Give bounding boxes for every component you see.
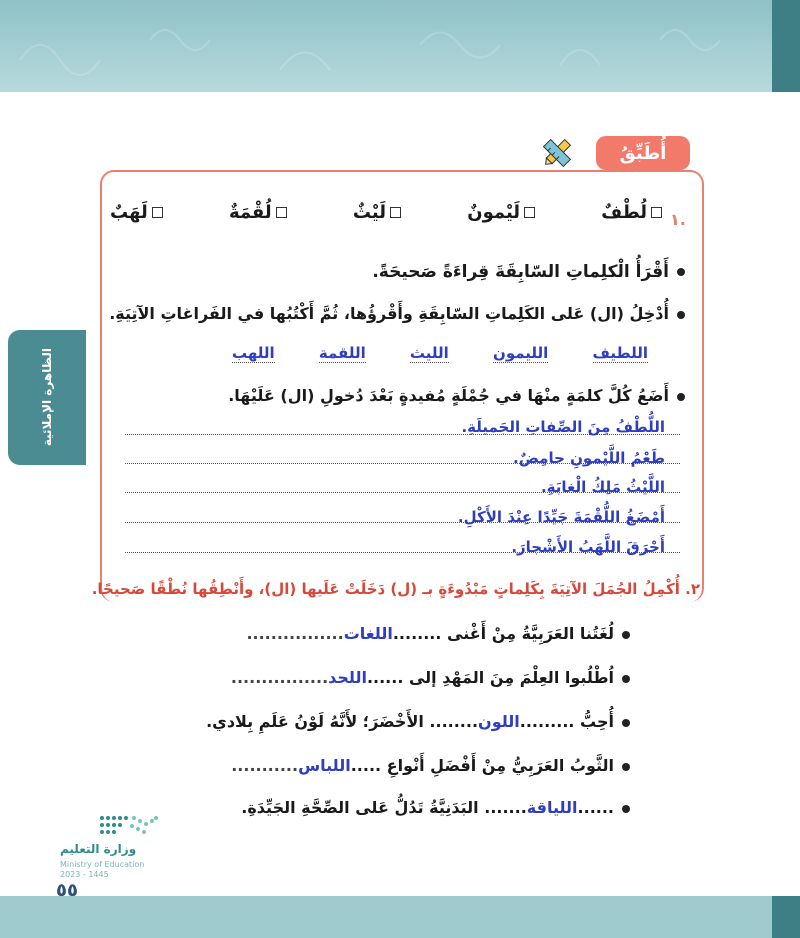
- q2-item-2: اُطْلُبوا العِلْمَ مِنَ المَهْدِ إلى ......اللحد................: [231, 668, 630, 687]
- answer-field[interactable]: الليث: [409, 344, 449, 362]
- checkbox[interactable]: [152, 207, 163, 218]
- bullet-icon: [622, 805, 630, 813]
- sentence-answer: أَمْضَغُ اللُّقْمَةَ جَيِّدًا عِنْدَ الأَكْلِ.: [457, 508, 665, 526]
- answer-field[interactable]: اللطيف: [592, 344, 648, 362]
- q2-answer[interactable]: اللون: [478, 712, 520, 731]
- side-tab-label: الظاهرة الإملائية: [40, 348, 54, 447]
- instruction-2: أُدْخِلُ (ال) عَلى الكَلِماتِ السّابِقَةِ وأَقْرؤُها، ثُمَّ أَكْتُبُها في الفَراغاتِ الآتِيَةِ.: [109, 304, 685, 323]
- sentence-answer: اللُّطْفُ مِنَ الصِّفاتِ الجَميلَةِ.: [461, 418, 665, 436]
- q2-item-5: ......اللياقة....... البَدَنِيَّةُ تَدُلُّ عَلى الصِّحَّةِ الجَيِّدَةِ.: [241, 798, 630, 817]
- word-2: لَيْمونٌ: [467, 202, 535, 223]
- ministry-name: وزارة التعليم: [60, 842, 137, 856]
- bullet-icon: [677, 311, 685, 319]
- bullet-icon: [622, 675, 630, 683]
- q2-answer[interactable]: اللياقة: [526, 798, 578, 817]
- question-1-number: ١.: [670, 210, 686, 229]
- checkbox[interactable]: [651, 207, 662, 218]
- answer-field[interactable]: اللهب: [232, 344, 275, 362]
- instruction-1: أَقْرَأُ الْكلِماتِ السّابِقَةَ قِراءَةً صَحيحَةً.: [372, 262, 685, 282]
- word-5: لَهَبٌ: [110, 202, 163, 223]
- bullet-icon: [677, 393, 685, 401]
- word-4: لُقْمَةٌ: [229, 202, 287, 223]
- header-pattern: [0, 0, 772, 92]
- bullet-icon: [622, 719, 630, 727]
- word-list: [110, 202, 662, 223]
- sentence-answer: اللَّيْثُ مَلِكُ الْغابَةِ.: [540, 478, 665, 496]
- edition-year: 2023 - 1445: [60, 870, 109, 879]
- q2-item-1: لُغَتُنا العَرَبِيَّةُ مِنْ أَغْنى ........اللغات................: [246, 624, 630, 643]
- footer-band: [0, 896, 800, 938]
- bullet-icon: [677, 268, 685, 276]
- bullet-icon: [622, 631, 630, 639]
- checkbox[interactable]: [524, 207, 535, 218]
- ministry-logo-icon: [98, 812, 160, 838]
- word-3: لَيْثٌ: [353, 202, 401, 223]
- page-number: ٥٥: [56, 880, 78, 901]
- instruction-3: أَضَعُ كُلَّ كلمَةٍ منْهَا في جُمْلَةٍ مُفيدةٍ بَعْدَ دُخولِ (ال) عَلَيْهَا.: [228, 386, 685, 405]
- q2-answer[interactable]: اللحد: [328, 668, 367, 687]
- bullet-icon: [622, 763, 630, 771]
- sentence-answer: طَعْمُ اللَّيْمونِ حامِضٌ.: [513, 449, 665, 467]
- q2-answer[interactable]: اللغات: [343, 624, 393, 643]
- word-1: لُطْفٌ: [601, 202, 662, 223]
- pencil-ruler-icon: [540, 136, 574, 170]
- answer-field[interactable]: اللقمة: [318, 344, 366, 362]
- checkbox[interactable]: [276, 207, 287, 218]
- ministry-name-en: Ministry of Education: [60, 860, 145, 869]
- answer-field[interactable]: الليمون: [493, 344, 549, 362]
- question-2-instruction: ٢. أُكْمِلُ الجُمَلَ الآتِيَةَ بِكَلِماتٍ مَبْدُوءَةٍ بـ (ل) دَخَلَتْ عَلَيها (ال)، وأَنْطِقُها نُطْقًا صَحيحًا.: [91, 580, 700, 598]
- practice-tab: أُطَبِّقُ: [596, 136, 690, 170]
- sentence-answer: أَحْرَقَ اللَّهَبُ الأَشْجارَ.: [511, 538, 665, 556]
- q2-item-4: الثَّوبُ العَرَبِيُّ مِنْ أَفْضَلِ أَنْواعِ .....اللباس...........: [231, 756, 630, 775]
- q2-answer[interactable]: اللباس: [298, 756, 351, 775]
- q2-item-3: أُحِبُّ .........اللون........ الأَخْضَرَ؛ لأَنَّهُ لَوْنُ عَلَمِ بِلادي.: [206, 712, 630, 731]
- checkbox[interactable]: [390, 207, 401, 218]
- al-answers-row: [232, 344, 648, 363]
